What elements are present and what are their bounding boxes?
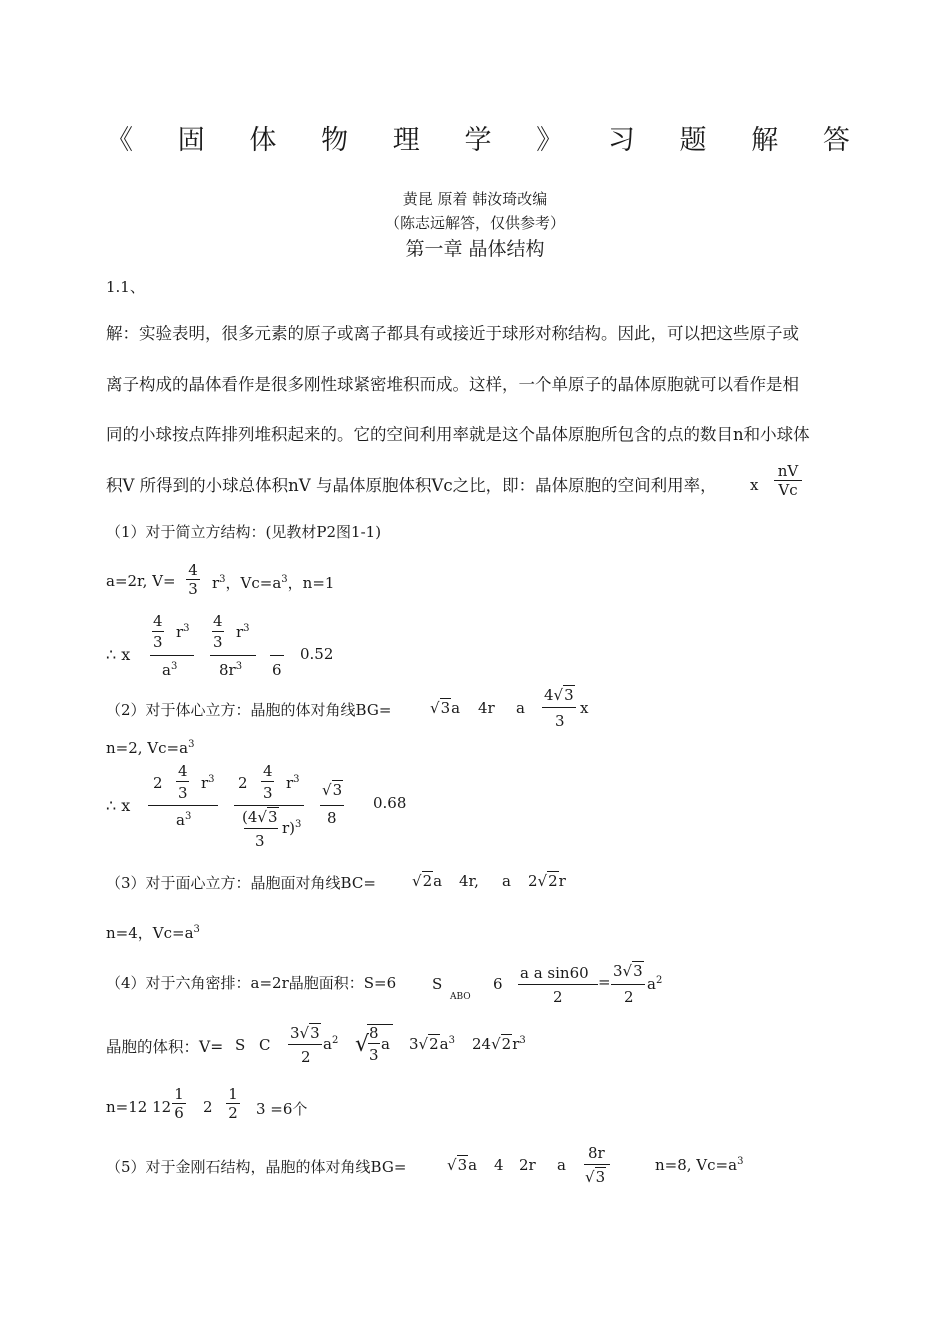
numerator: 8 — [369, 1024, 379, 1042]
numerator: 8r — [588, 1144, 605, 1162]
denominator: √3 — [585, 1168, 606, 1186]
numerator: 2 — [153, 774, 163, 792]
formula-part: C — [259, 1036, 271, 1054]
therefore-x: ∴ x — [106, 645, 131, 664]
denominator: 3 — [153, 633, 163, 651]
formula-part: n=8, Vc=a — [655, 1156, 738, 1174]
fraction-bar — [244, 828, 278, 829]
fraction-bar — [148, 805, 218, 806]
formula-text: 2√2r — [528, 872, 566, 890]
numerator: 4 — [188, 561, 198, 579]
denominator: 8 — [327, 809, 337, 827]
exponent: 3 — [243, 623, 250, 634]
formula-part: a — [381, 1035, 390, 1053]
numerator: nV — [777, 462, 799, 480]
numerator: a a sin60 — [520, 964, 589, 982]
exponent: 3 — [188, 739, 195, 750]
intro-line: 解：实验表明，很多元素的原子或离子都具有或接近于球形对称结构。因此，可以把这些原子或 — [106, 324, 799, 343]
section-heading: （3）对于面心立方：晶胞面对角线BC= — [106, 874, 376, 892]
result-value: 0.52 — [300, 645, 334, 663]
formula-part: a — [557, 1156, 566, 1174]
formula-part: S — [235, 1036, 246, 1054]
fraction-bar — [320, 805, 344, 806]
denominator: 3 — [555, 712, 565, 730]
note: （陈志远解答，仅供参考） — [384, 214, 565, 232]
exponent: 3 — [293, 774, 300, 785]
intro-line: 同的小球按点阵排列堆积起来的。它的空间利用率就是这个晶体原胞所包含的点的数目n和小球体 — [106, 425, 810, 444]
section-heading: （1）对于简立方结构：(见教材P2图1-1) — [106, 523, 382, 541]
section-heading: （5）对于金刚石结构，晶胞的体对角线BG= — [106, 1158, 407, 1176]
denominator: 6 — [272, 661, 282, 679]
fraction-bar — [150, 655, 194, 656]
formula-part: 6 — [493, 975, 503, 993]
denominator: 3 — [255, 832, 265, 850]
exponent: 3 — [235, 661, 243, 672]
fraction-bar — [542, 707, 576, 708]
fraction-bar — [234, 805, 304, 806]
fraction: $\frac{1}{2}$ — [226, 1085, 240, 1122]
denominator: Vc — [774, 480, 802, 499]
formula-part: 4r, — [459, 872, 479, 890]
title-char: 题 — [679, 125, 707, 156]
denominator: 2 — [301, 1048, 311, 1066]
intro-line: 离子构成的晶体看作是很多刚性球紧密堆积而成。这样，一个单原子的晶体原胞就可以看作是相 — [106, 375, 799, 394]
formula-part: S — [432, 975, 443, 993]
formula-part: = — [598, 973, 611, 991]
formula-part: a — [502, 872, 511, 890]
sqrt-sign: √ — [355, 1032, 370, 1057]
result-value: 0.68 — [373, 794, 407, 812]
formula-part: 2 — [203, 1098, 213, 1116]
intro-line: 积V 所得到的小球总体积nV 与晶体原胞体积Vc之比，即：晶体原胞的空间利用率， — [106, 476, 717, 495]
formula-part: a — [516, 699, 525, 717]
formula-part: r — [212, 574, 220, 592]
formula-part: 4r — [478, 699, 495, 717]
title-char: 答 — [822, 125, 850, 156]
denominator: 2 — [624, 988, 634, 1006]
fraction-bar — [152, 631, 164, 632]
subscript: ABO — [450, 992, 471, 1002]
fraction-bar — [368, 1043, 380, 1044]
numerator: 4√3 — [544, 686, 574, 704]
numerator: 4 — [213, 612, 223, 630]
formula-part: n=12 12 — [106, 1098, 172, 1116]
title-char: 理 — [392, 125, 420, 156]
fraction-bar — [611, 984, 645, 985]
numerator: 4 — [178, 762, 188, 780]
denominator: a — [162, 661, 171, 679]
title-char: 物 — [321, 125, 349, 156]
exponent: 2 — [655, 975, 663, 986]
formula-part: r — [176, 623, 184, 641]
fraction-bar — [270, 655, 284, 656]
exponent: 3 — [208, 774, 215, 785]
title-char: 》 — [536, 125, 564, 156]
denominator: 3 — [186, 579, 200, 598]
formula-part: n=2, Vc=a — [106, 739, 189, 757]
problem-number: 1.1、 — [106, 278, 145, 296]
exponent: 3 — [295, 819, 302, 830]
formula-part: 4 — [494, 1156, 504, 1174]
numerator: √3 — [322, 781, 343, 799]
authors: 黄昆 原着 韩汝琦改编 — [402, 190, 548, 208]
title-char: 解 — [751, 125, 779, 156]
section-heading: （2）对于体心立方：晶胞的体对角线BG= — [106, 701, 392, 719]
formula-part: r — [236, 623, 244, 641]
formula-part: 晶胞的体积：V= — [106, 1038, 224, 1056]
denominator: 8r — [219, 661, 236, 679]
fraction-bar — [176, 781, 189, 782]
denominator: 3 — [178, 784, 188, 802]
formula-part: a=2r, V= — [106, 572, 176, 590]
exponent: 3 — [170, 661, 178, 672]
page-title — [106, 118, 850, 157]
math-var: x — [750, 476, 759, 494]
chapter-heading: 第一章 晶体结构 — [405, 238, 545, 260]
formula-part: ，n=1 — [287, 574, 335, 592]
title-char: 体 — [249, 125, 277, 156]
fraction-bar — [288, 1044, 322, 1045]
therefore-x: ∴ x — [106, 796, 131, 815]
numerator: 4 — [153, 612, 163, 630]
sqrt: √3 — [430, 699, 451, 717]
exponent: 3 — [737, 1156, 744, 1167]
denominator: (4√3 — [242, 808, 278, 826]
title-char: 学 — [464, 125, 492, 156]
formula-part: ，Vc=a — [225, 574, 282, 592]
title-char: 固 — [177, 125, 205, 156]
denominator: 3 — [213, 633, 223, 651]
exponent: 2 — [331, 1035, 339, 1046]
formula-text: √3a — [430, 699, 461, 717]
fraction-bar — [212, 631, 224, 632]
exponent: 3 — [184, 811, 192, 822]
fraction — [774, 462, 802, 499]
exponent: 3 — [219, 574, 226, 585]
section-heading: （4）对于六角密排：a=2r晶胞面积：S=6 — [106, 974, 397, 992]
fraction-bar — [518, 984, 598, 985]
fraction — [186, 561, 200, 598]
exponent: 3 — [183, 623, 190, 634]
formula-text: √2a — [412, 872, 443, 890]
numerator: 2 — [238, 774, 248, 792]
formula-text — [106, 572, 176, 590]
exponent: 3 — [519, 1035, 526, 1046]
title-char: 《 — [106, 125, 133, 156]
fraction-bar — [261, 781, 274, 782]
numerator: 3√3 — [613, 962, 643, 980]
fraction-bar — [584, 1164, 610, 1165]
denominator: 3 — [369, 1046, 379, 1064]
denominator: 3 — [263, 784, 273, 802]
fraction-bar — [210, 655, 256, 656]
formula-part: 3 =6个 — [256, 1100, 308, 1118]
numerator: 4 — [263, 762, 273, 780]
formula-text — [212, 572, 334, 593]
math-var: x — [580, 699, 589, 717]
denominator: a — [176, 811, 185, 829]
exponent: 3 — [448, 1035, 455, 1046]
numerator: 3√3 — [290, 1024, 320, 1042]
formula-part: 2r — [519, 1156, 536, 1174]
formula-text: √3a — [447, 1156, 478, 1174]
fraction: $\frac{1}{6}$ — [172, 1085, 186, 1122]
formula-part: n=4，Vc=a — [106, 924, 194, 942]
title-char: 习 — [607, 125, 635, 156]
denominator: 2 — [553, 988, 563, 1006]
exponent: 3 — [193, 924, 200, 935]
exponent: 3 — [281, 574, 288, 585]
